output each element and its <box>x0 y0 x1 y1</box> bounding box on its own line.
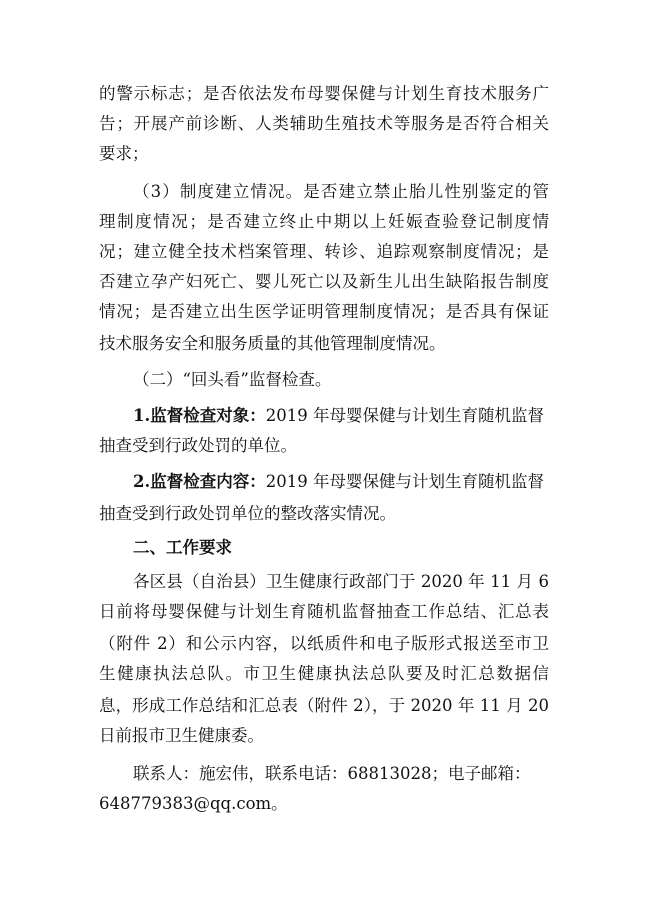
paragraph-line: 日前将母婴保健与计划生育随机监督抽查工作总结、汇总表 <box>99 602 549 621</box>
paragraph-line: 理制度情况；是否建立终止中期以上妊娠查验登记制度情 <box>99 212 549 231</box>
paragraph-line: 要求； <box>99 144 149 163</box>
paragraph-line: 否建立孕产妇死亡、婴儿死亡以及新生儿出生缺陷报告制度 <box>99 272 549 291</box>
paragraph-line: （3）制度建立情况。是否建立禁止胎儿性别鉴定的管 <box>133 182 549 201</box>
contact-line: 联系人：施宏伟，联系电话：68813028；电子邮箱： <box>133 764 531 783</box>
paragraph-line: 技术服务安全和服务质量的其他管理制度情况。 <box>99 334 446 353</box>
paragraph-line: （附件 2）和公示内容，以纸质件和电子版形式报送至市卫 <box>99 634 549 653</box>
paragraph-line: 息，形成工作总结和汇总表（附件 2），于 2020 年 11 月 20 <box>99 696 549 715</box>
paragraph-line: 况；建立健全技术档案管理、转诊、追踪观察制度情况；是 <box>99 242 549 261</box>
paragraph-line: 生健康执法总队。市卫生健康执法总队要及时汇总数据信 <box>99 664 549 683</box>
paragraph-line: 情况；是否建立出生医学证明管理制度情况；是否具有保证 <box>99 302 549 321</box>
paragraph-line: 抽查受到行政处罚单位的整改落实情况。 <box>99 504 396 523</box>
section-heading: （二）“回头看”监督检查。 <box>133 370 332 389</box>
paragraph-line <box>133 469 544 495</box>
paragraph-line: 抽查受到行政处罚的单位。 <box>99 436 297 455</box>
paragraph-line: 日前报市卫生健康委。 <box>99 726 264 745</box>
item-text: 2019 年母婴保健与计划生育随机监督 <box>265 472 544 491</box>
paragraph-line <box>133 403 544 429</box>
paragraph-line: 告；开展产前诊断、人类辅助生殖技术等服务是否符合相关 <box>99 114 549 133</box>
item-text: 2019 年母婴保健与计划生育随机监督 <box>265 406 544 425</box>
section-heading: 二、工作要求 <box>133 538 232 557</box>
contact-email: 648779383@qq.com。 <box>99 794 288 813</box>
item-label: 1.监督检查对象： <box>133 406 266 425</box>
item-label: 2.监督检查内容： <box>133 472 266 491</box>
paragraph-line: 的警示标志；是否依法发布母婴保健与计划生育技术服务广 <box>99 84 549 103</box>
paragraph-line: 各区县（自治县）卫生健康行政部门于 2020 年 11 月 6 <box>133 572 549 591</box>
